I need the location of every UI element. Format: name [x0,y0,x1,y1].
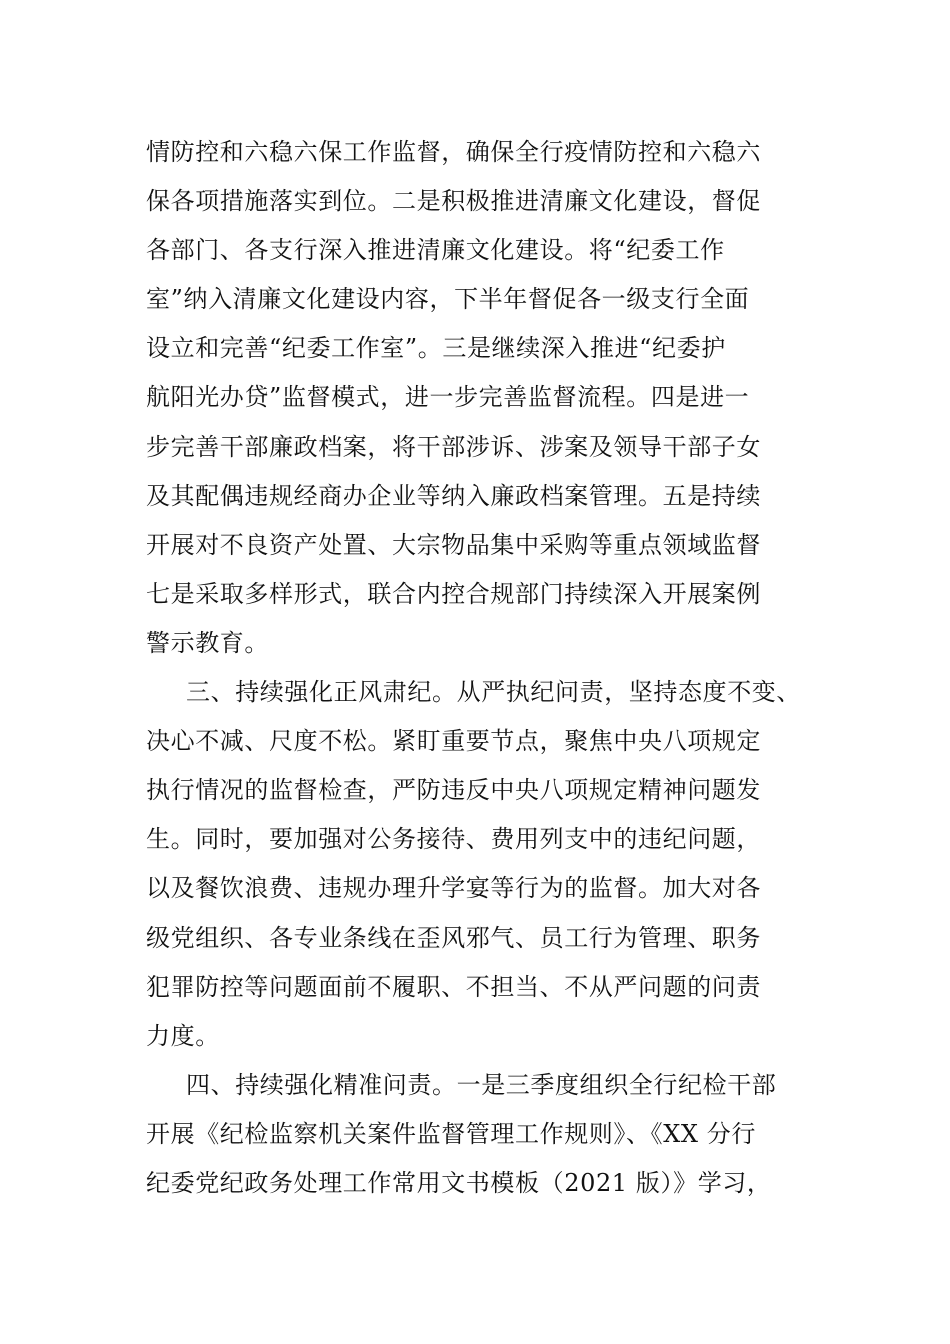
text-line: 保各项措施落实到位。二是积极推进清廉文化建设，督促 [146,187,761,216]
text-line: 室”纳入清廉文化建设内容，下半年督促各一级支行全面 [146,285,750,314]
text-line: 开展《纪检监察机关案件监督管理工作规则》、《XX 分行 [146,1119,756,1148]
text-line: 警示教育。 [146,628,269,657]
text-line: 航阳光办贷”监督模式，进一步完善监督流程。四是进一 [146,383,750,412]
body-text [146,128,836,1208]
text-line: 级党组织、各专业条线在歪风邪气、员工行为管理、职务 [146,923,761,952]
paragraph-heading-3: 三、持续强化正风肃纪。从严执纪问责，坚持态度不变、 [186,678,801,707]
text-line: 七是采取多样形式，联合内控合规部门持续深入开展案例 [146,579,761,608]
text-line: 步完善干部廉政档案，将干部涉诉、涉案及领导干部子女 [146,432,761,461]
text-line: 执行情况的监督检查，严防违反中央八项规定精神问题发 [146,776,761,805]
text-line: 情防控和六稳六保工作监督，确保全行疫情防控和六稳六 [146,138,761,166]
text-line: 设立和完善“纪委工作室”。三是继续深入推进“纪委护 [146,334,726,363]
text-line: 决心不减、尺度不松。紧盯重要节点，聚焦中央八项规定 [146,727,761,756]
text-line: 开展对不良资产处置、大宗物品集中采购等重点领域监督 [146,530,761,559]
text-line: 犯罪防控等问题面前不履职、不担当、不从严问题的问责 [146,972,761,1001]
paragraph-heading-4: 四、持续强化精准问责。一是三季度组织全行纪检干部 [186,1070,777,1099]
text-line: 生。同时，要加强对公务接待、费用列支中的违纪问题， [146,825,761,854]
text-line: 各部门、各支行深入推进清廉文化建设。将“纪委工作 [146,236,725,265]
text-line: 以及餐饮浪费、违规办理升学宴等行为的监督。加大对各 [146,874,761,903]
text-line: 力度。 [146,1021,220,1050]
text-line: 纪委党纪政务处理工作常用文书模板（2021 版）》学习， [146,1168,772,1197]
text-line: 及其配偶违规经商办企业等纳入廉政档案管理。五是持续 [146,481,761,510]
